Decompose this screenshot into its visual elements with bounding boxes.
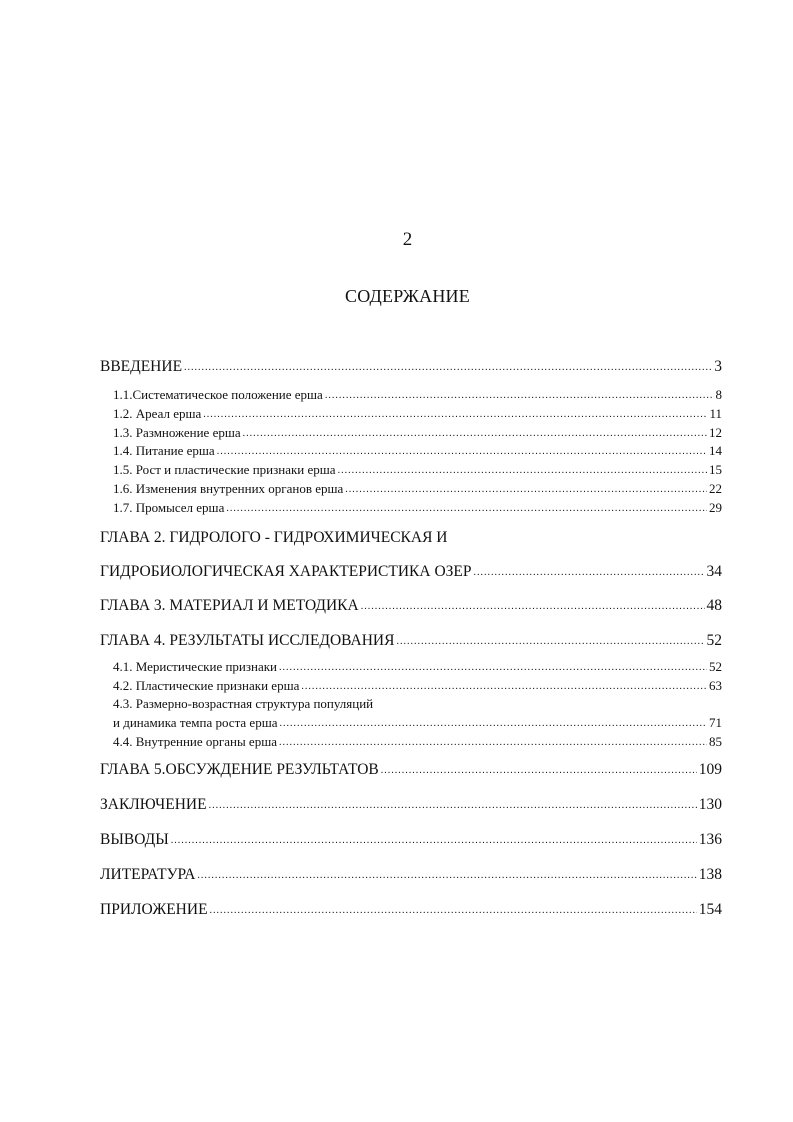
toc-entry-page: 11 bbox=[709, 406, 722, 421]
leader-dots bbox=[184, 363, 712, 373]
toc-entry-chapter-2[interactable] bbox=[100, 564, 722, 580]
toc-entry-4-3[interactable] bbox=[113, 716, 722, 730]
toc-entry-label: ЗАКЛЮЧЕНИЕ bbox=[100, 796, 207, 813]
leader-dots bbox=[361, 602, 705, 612]
leader-dots bbox=[243, 429, 707, 439]
toc-entry-4-3-line1[interactable]: 4.3. Размерно-возрастная структура популяций bbox=[113, 696, 374, 711]
toc-entry-label: ВЫВОДЫ bbox=[100, 831, 169, 848]
toc-entry-page: 22 bbox=[709, 481, 722, 496]
leader-dots bbox=[279, 663, 707, 673]
toc-entry-page: 15 bbox=[709, 462, 722, 477]
toc-entry-1-1[interactable] bbox=[113, 388, 722, 402]
toc-entry-page: 52 bbox=[709, 659, 722, 674]
toc-entry-1-4[interactable] bbox=[113, 444, 722, 458]
toc-entry-page: 85 bbox=[709, 734, 722, 749]
leader-dots bbox=[279, 738, 707, 748]
toc-entry-label: 1.3. Размножение ерша bbox=[113, 425, 241, 440]
toc-entry-label: 1.4. Питание ерша bbox=[113, 443, 215, 458]
leader-dots bbox=[301, 682, 707, 692]
toc-entry-label: ГЛАВА 3. МАТЕРИАЛ И МЕТОДИКА bbox=[100, 597, 359, 614]
toc-entry-chapter-2-line1[interactable]: ГЛАВА 2. ГИДРОЛОГО - ГИДРОХИМИЧЕСКАЯ И bbox=[100, 529, 448, 546]
leader-dots bbox=[203, 410, 707, 420]
toc-entry-label: 4.1. Меристические признаки bbox=[113, 659, 278, 674]
leader-dots bbox=[396, 637, 704, 647]
toc-entry-label: ЛИТЕРАТУРА bbox=[100, 866, 196, 883]
toc-entry-label: 4.4. Внутренние органы ерша bbox=[113, 734, 277, 749]
leader-dots bbox=[280, 719, 708, 729]
toc-entry-page: 12 bbox=[709, 425, 722, 440]
leader-dots bbox=[209, 801, 697, 811]
toc-entry-4-4[interactable] bbox=[113, 735, 722, 749]
leader-dots bbox=[325, 391, 714, 401]
toc-entry-label: 1.5. Рост и пластические признаки ерша bbox=[113, 462, 336, 477]
leader-dots bbox=[171, 836, 697, 846]
toc-entry-label: 4.2. Пластические признаки ерша bbox=[113, 678, 300, 693]
toc-entry-page: 136 bbox=[698, 831, 722, 848]
toc-entry-4-2[interactable] bbox=[113, 679, 722, 693]
toc-entry-label: ПРИЛОЖЕНИЕ bbox=[100, 901, 208, 918]
toc-entry-findings[interactable] bbox=[100, 832, 722, 848]
toc-entry-page: 138 bbox=[698, 866, 722, 883]
toc-entry-page: 8 bbox=[715, 387, 722, 402]
toc-entry-page: 48 bbox=[706, 597, 722, 614]
toc-entry-conclusion[interactable] bbox=[100, 797, 722, 813]
toc-entry-page: 34 bbox=[706, 563, 722, 580]
toc-entry-label: ГЛАВА 4. РЕЗУЛЬТАТЫ ИССЛЕДОВАНИЯ bbox=[100, 632, 395, 649]
leader-dots bbox=[226, 504, 707, 514]
toc-entry-1-6[interactable] bbox=[113, 482, 722, 496]
leader-dots bbox=[381, 766, 697, 776]
toc-entry-1-3[interactable] bbox=[113, 426, 722, 440]
toc-entry-label: и динамика темпа роста ерша bbox=[113, 715, 278, 730]
toc-entry-1-2[interactable] bbox=[113, 407, 722, 421]
leader-dots bbox=[217, 447, 707, 457]
toc-entry-4-1[interactable] bbox=[113, 660, 722, 674]
toc-entry-label: 1.1.Систематическое положение ерша bbox=[113, 387, 323, 402]
toc-entry-page: 29 bbox=[709, 500, 722, 515]
toc-entry-page: 154 bbox=[698, 901, 722, 918]
toc-entry-1-7[interactable] bbox=[113, 501, 722, 515]
toc-entry-label: ГЛАВА 5.ОБСУЖДЕНИЕ РЕЗУЛЬТАТОВ bbox=[100, 761, 379, 778]
toc-entry-label: 1.6. Изменения внутренних органов ерша bbox=[113, 481, 344, 496]
toc-entry-page: 109 bbox=[698, 761, 722, 778]
toc-entry-page: 63 bbox=[709, 678, 722, 693]
toc-entry-page: 52 bbox=[706, 632, 722, 649]
toc-entry-chapter-5[interactable] bbox=[100, 762, 722, 778]
toc-entry-page: 3 bbox=[714, 358, 722, 375]
toc-entry-appendix[interactable] bbox=[100, 902, 722, 918]
leader-dots bbox=[474, 568, 705, 578]
leader-dots bbox=[338, 466, 707, 476]
leader-dots bbox=[345, 485, 707, 495]
toc-entry-label: ГИДРОБИОЛОГИЧЕСКАЯ ХАРАКТЕРИСТИКА ОЗЕР bbox=[100, 563, 472, 580]
page-title: СОДЕРЖАНИЕ bbox=[345, 286, 470, 306]
page-number: 2 bbox=[402, 229, 413, 250]
toc-entry-introduction[interactable] bbox=[100, 359, 722, 375]
leader-dots bbox=[197, 871, 696, 881]
toc-entry-page: 14 bbox=[709, 443, 722, 458]
toc-entry-label: 1.7. Промысел ерша bbox=[113, 500, 225, 515]
toc-entry-chapter-4[interactable] bbox=[100, 633, 722, 649]
toc-entry-page: 130 bbox=[698, 796, 722, 813]
toc-entry-label: ВВЕДЕНИЕ bbox=[100, 358, 183, 375]
toc-entry-references[interactable] bbox=[100, 867, 722, 883]
toc-entry-chapter-3[interactable] bbox=[100, 598, 722, 614]
leader-dots bbox=[210, 906, 697, 916]
toc-entry-label: 1.2. Ареал ерша bbox=[113, 406, 202, 421]
toc-entry-page: 71 bbox=[709, 715, 722, 730]
toc-entry-1-5[interactable] bbox=[113, 463, 722, 477]
